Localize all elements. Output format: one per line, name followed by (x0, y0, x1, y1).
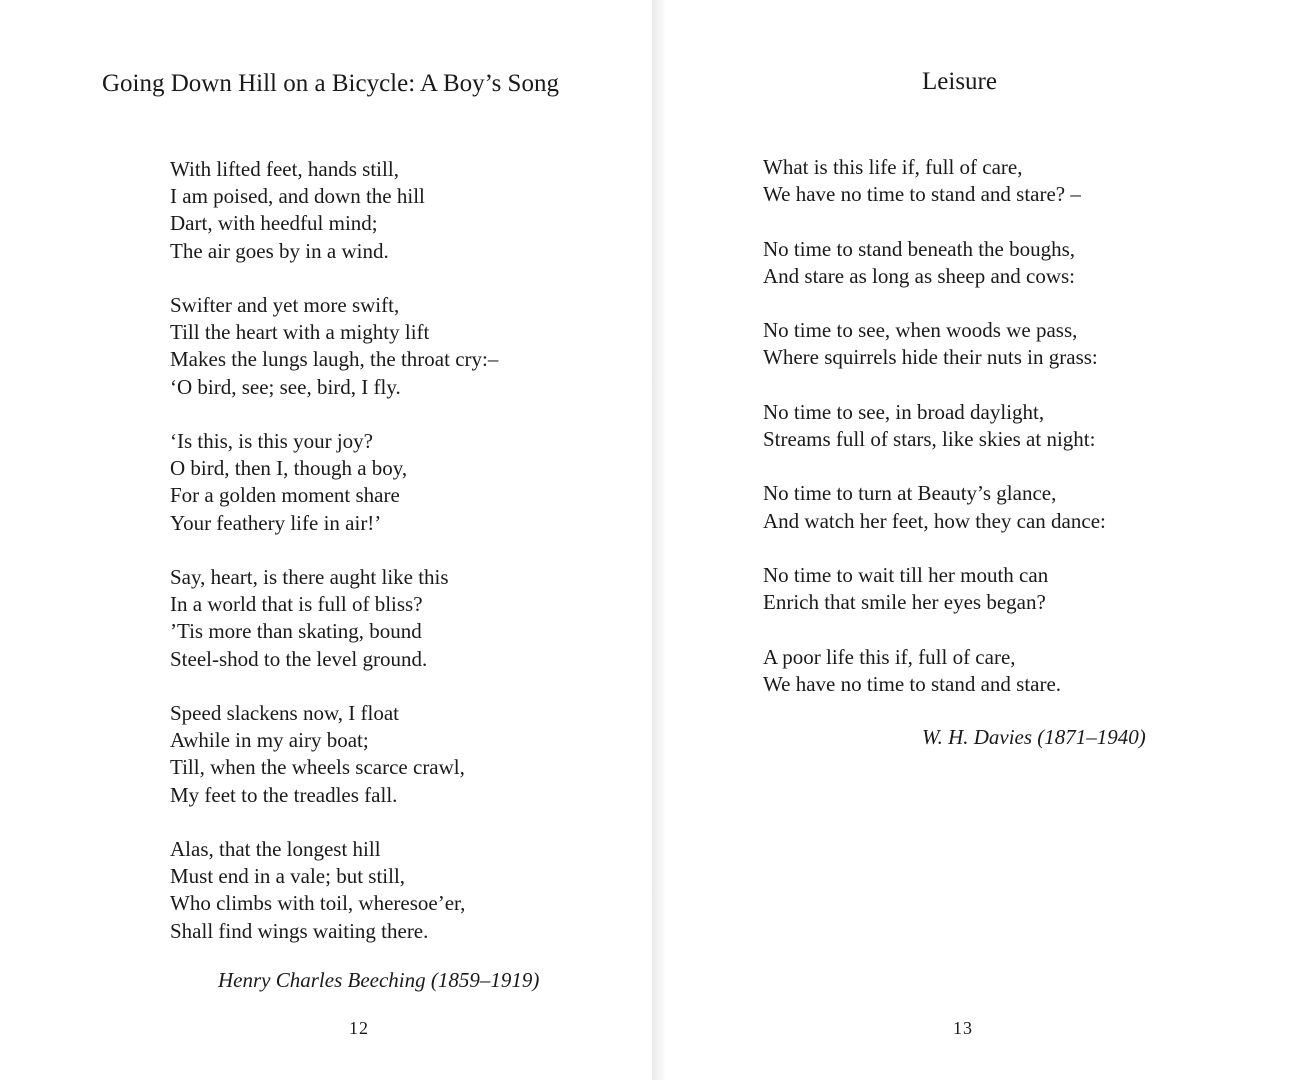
poem-line: No time to see, in broad daylight, (763, 399, 1045, 424)
poem-line: We have no time to stand and stare. (763, 671, 1062, 696)
poem-line: Enrich that smile her eyes began? (763, 590, 1046, 615)
poem-line: No time to see, when woods we pass, (763, 318, 1078, 343)
poem-line: No time to stand beneath the boughs, (763, 236, 1076, 261)
stanza (763, 562, 1106, 616)
poem-line: A poor life this if, full of care, (763, 644, 1016, 669)
stanza (170, 700, 498, 809)
poem-line: Steel-shod to the level ground. (170, 646, 428, 671)
stanza (170, 564, 498, 673)
poem-line: Your feathery life in air!’ (170, 510, 382, 535)
stanza (170, 292, 498, 401)
poem-line: Say, heart, is there aught like this (170, 565, 449, 589)
poem-line: Streams full of stars, like skies at night: (763, 426, 1096, 451)
poem-line: Till the heart with a mighty lift (170, 320, 430, 345)
poem-author: Henry Charles Beeching (1859–1919) (218, 968, 540, 992)
stanza (763, 317, 1106, 371)
poem-line: No time to wait till her mouth can (763, 562, 1049, 587)
poem-line: Alas, that the longest hill (170, 837, 381, 861)
page-gutter (652, 0, 666, 1080)
poem-line: Speed slackens now, I float (170, 701, 399, 725)
stanza (763, 399, 1106, 453)
poem-line: I am poised, and down the hill (170, 184, 425, 209)
poem-line: With lifted feet, hands still, (170, 157, 399, 181)
stanza (763, 236, 1106, 290)
poem-line: ‘O bird, see; see, bird, I fly. (170, 374, 401, 399)
stanza (763, 154, 1106, 208)
poem-line: In a world that is full of bliss? (170, 592, 423, 617)
poem-line: O bird, then I, though a boy, (170, 456, 408, 481)
right-page (652, 0, 1304, 1080)
stanza (170, 156, 498, 265)
page-number: 13 (953, 1018, 973, 1038)
stanza (170, 428, 498, 537)
stanza (763, 480, 1106, 534)
poem-line: Shall find wings waiting there. (170, 918, 429, 943)
poem-line: Makes the lungs laugh, the throat cry:– (170, 347, 499, 372)
poem-line: And watch her feet, how they can dance: (763, 508, 1106, 533)
stanza (763, 644, 1106, 698)
poem-line: My feet to the treadles fall. (170, 782, 398, 807)
poem-line: ’Tis more than skating, bound (170, 619, 422, 644)
poem-body (763, 154, 1106, 725)
poem-body (170, 156, 498, 972)
poem-line: Who climbs with toil, wheresoe’er, (170, 891, 466, 916)
page-number: 12 (349, 1018, 369, 1038)
poem-line: And stare as long as sheep and cows: (763, 263, 1076, 288)
poem-line: For a golden moment share (170, 483, 400, 508)
poem-line: Must end in a vale; but still, (170, 864, 406, 889)
poem-line: What is this life if, full of care, (763, 155, 1023, 179)
poem-title: Going Down Hill on a Bicycle: A Boy’s Song (102, 70, 559, 97)
poem-line: No time to turn at Beauty’s glance, (763, 481, 1057, 506)
poem-line: ‘Is this, is this your joy? (170, 429, 373, 453)
poem-line: We have no time to stand and stare? – (763, 182, 1081, 207)
poem-line: Awhile in my airy boat; (170, 728, 369, 753)
poem-line: The air goes by in a wind. (170, 238, 389, 263)
poem-line: Swifter and yet more swift, (170, 293, 400, 317)
poem-line: Dart, with heedful mind; (170, 211, 378, 236)
poem-line: Till, when the wheels scarce crawl, (170, 755, 465, 780)
stanza (170, 836, 498, 945)
poem-title: Leisure (922, 68, 997, 95)
poem-line: Where squirrels hide their nuts in grass: (763, 345, 1098, 370)
poem-author: W. H. Davies (1871–1940) (922, 725, 1146, 749)
